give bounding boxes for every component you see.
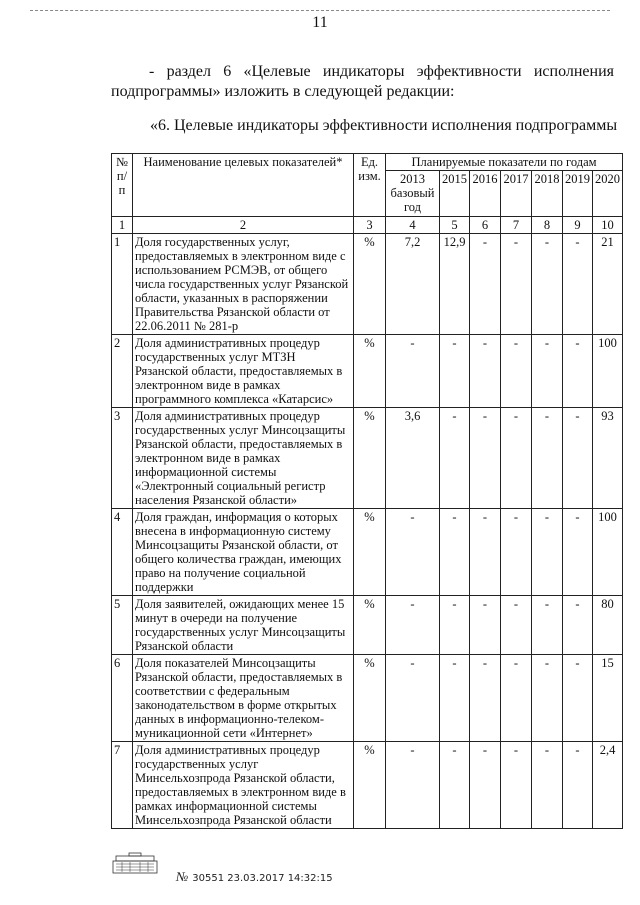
header-year: 2015 [440,171,470,217]
column-number: 3 [354,217,386,234]
row-num: 5 [112,596,133,655]
header-num: № п/п [112,154,133,217]
row-name: Доля заявителей, ожидающих менее 15 минут в очереди на получение государственных услуг Минсоцзащиты Рязанской области [133,596,354,655]
row-value: - [470,509,501,596]
row-value: - [386,655,440,742]
column-numbers-row [112,217,623,234]
table-row [112,335,623,408]
row-value: - [501,509,532,596]
header-name: Наименование целевых показателей* [133,154,354,217]
row-num: 7 [112,742,133,829]
row-value: - [563,509,593,596]
header-year: 2019 [563,171,593,217]
table-row [112,408,623,509]
table-header-row [112,154,623,171]
intro-line-1: - раздел 6 «Целевые индикаторы эффективности исполнения [149,63,614,80]
row-name: Доля показателей Минсоцзащиты Рязанской области, предоставляемых в соответствии с федеральным законодательством в форме открытых данных в информационно-телеком-муникационной сети «Интернет» [133,655,354,742]
row-value: 15 [593,655,623,742]
row-value: 80 [593,596,623,655]
top-rule [30,10,610,11]
column-number: 2 [133,217,354,234]
row-value: - [563,234,593,335]
row-value: - [532,509,563,596]
column-number: 8 [532,217,563,234]
row-value: - [470,234,501,335]
row-value: - [501,655,532,742]
intro-paragraph [111,62,614,102]
row-value: - [470,408,501,509]
row-unit: % [354,655,386,742]
header-year: 2016 [470,171,501,217]
row-unit: % [354,596,386,655]
row-value: - [532,655,563,742]
header-unit: Ед. изм. [354,154,386,217]
row-value: - [440,655,470,742]
row-value: 21 [593,234,623,335]
row-name: Доля государственных услуг, предоставляемых в электронном виде с использованием РСМЭВ, от общего числа государственных услуг Рязанской области, указанных в распоряжении Правительства Рязанской области от 22.06.2011 № 281-р [133,234,354,335]
row-value: - [440,408,470,509]
row-value: - [386,335,440,408]
row-value: 100 [593,509,623,596]
row-value: - [532,335,563,408]
header-year-base: 2013 базовый год [386,171,440,217]
row-value: - [470,596,501,655]
column-number: 6 [470,217,501,234]
row-unit: % [354,742,386,829]
table-row [112,596,623,655]
row-value: - [440,742,470,829]
header-year: 2018 [532,171,563,217]
row-value: - [440,596,470,655]
column-number: 10 [593,217,623,234]
registry-logo-icon [112,852,158,874]
table-row [112,655,623,742]
row-num: 4 [112,509,133,596]
registration-stamp-text: 30551 23.03.2017 14:32:15 [192,873,333,884]
row-value: - [563,596,593,655]
row-unit: % [354,509,386,596]
row-num: 2 [112,335,133,408]
column-number: 1 [112,217,133,234]
row-value: - [470,742,501,829]
row-unit: % [354,408,386,509]
row-value: - [386,742,440,829]
row-num: 1 [112,234,133,335]
row-value: - [563,408,593,509]
table-row [112,742,623,829]
page-number: 11 [312,14,328,31]
row-value: 7,2 [386,234,440,335]
row-value: - [532,408,563,509]
row-value: - [563,742,593,829]
row-value: 3,6 [386,408,440,509]
row-value: - [501,408,532,509]
number-symbol: № [176,869,189,884]
row-name: Доля административных процедур государственных услуг Минсоцзащиты Рязанской области, предоставляемых в электронном виде в рамках информационной системы «Электронный социальный регистр населения Рязанской области» [133,408,354,509]
row-value: - [440,335,470,408]
column-number: 7 [501,217,532,234]
row-unit: % [354,234,386,335]
row-name: Доля административных процедур государственных услуг МТЗН Рязанской области, предоставляемых в электронном виде в рамках программного комплекса «Катарсис» [133,335,354,408]
column-number: 9 [563,217,593,234]
row-num: 6 [112,655,133,742]
header-year: 2017 [501,171,532,217]
row-value: - [501,742,532,829]
row-value: - [563,335,593,408]
table-row [112,234,623,335]
row-value: - [532,596,563,655]
column-number: 4 [386,217,440,234]
row-name: Доля граждан, информация о которых внесена в информационную систему Минсоцзащиты Рязанской области, от общего количества граждан, имеющих право на получение социальной поддержки [133,509,354,596]
row-value: - [501,234,532,335]
row-value: 100 [593,335,623,408]
indicators-table [111,153,623,829]
row-value: 12,9 [440,234,470,335]
registration-stamp [176,869,333,885]
row-value: - [470,335,501,408]
table-row [112,509,623,596]
row-num: 3 [112,408,133,509]
row-value: 93 [593,408,623,509]
row-value: 2,4 [593,742,623,829]
row-value: - [386,596,440,655]
row-value: - [386,509,440,596]
row-value: - [532,234,563,335]
row-value: - [532,742,563,829]
row-unit: % [354,335,386,408]
column-number: 5 [440,217,470,234]
row-value: - [563,655,593,742]
row-value: - [470,655,501,742]
row-value: - [501,596,532,655]
row-name: Доля административных процедур государственных услуг Минсельхозпрода Рязанской области, предоставляемых в электронном виде в рамках информационной системы Минсельхозпрода Рязанской области [133,742,354,829]
header-planned: Планируемые показатели по годам [386,154,623,171]
intro-line-2: подпрограммы» изложить в следующей редакции: [111,83,455,100]
row-value: - [501,335,532,408]
header-year: 2020 [593,171,623,217]
section-heading: «6. Целевые индикаторы эффективности исполнения подпрограммы [150,117,618,134]
row-value: - [440,509,470,596]
